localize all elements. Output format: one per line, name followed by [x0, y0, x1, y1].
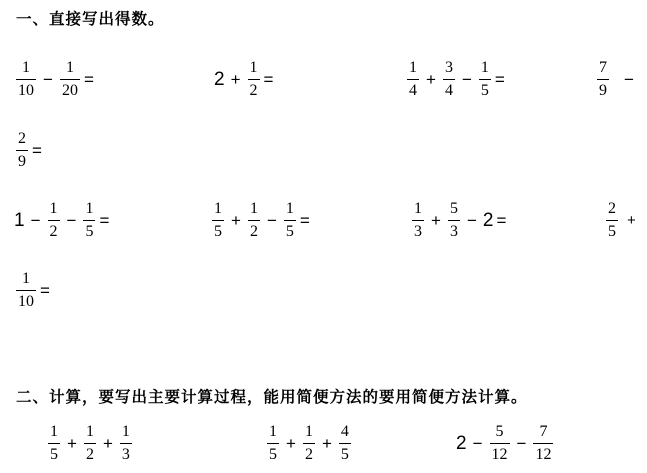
plus-sign: + [321, 433, 332, 453]
denominator: 3 [412, 220, 424, 240]
numerator: 1 [49, 200, 58, 217]
whole-number: 2 [214, 68, 225, 90]
minus-sign: − [461, 69, 472, 89]
denominator: 5 [479, 79, 491, 99]
numerator: 5 [449, 200, 458, 217]
equals-sign: = [83, 69, 94, 89]
plus-sign: + [627, 212, 636, 229]
problem-1 [15, 60, 94, 99]
numerator: 5 [495, 423, 504, 440]
whole-number: 2 [456, 432, 467, 454]
denominator: 2 [248, 79, 260, 99]
fraction [48, 424, 60, 463]
minus-sign: − [66, 210, 77, 230]
numerator: 1 [269, 423, 277, 440]
numerator: 7 [539, 423, 548, 440]
fraction [48, 201, 60, 240]
numerator: 1 [121, 423, 130, 440]
equals-sign: = [494, 69, 505, 89]
fraction [303, 424, 315, 463]
fraction [248, 60, 260, 99]
denominator: 5 [267, 443, 279, 463]
denominator: 5 [339, 443, 351, 463]
numerator: 7 [599, 59, 607, 76]
denominator: 4 [407, 79, 419, 99]
problem-4-part-2 [15, 131, 42, 170]
problem-8-part-2 [15, 271, 50, 310]
minus-sign: − [43, 69, 53, 89]
equals-sign: = [40, 280, 50, 300]
numerator: 4 [340, 423, 349, 440]
denominator: 9 [597, 79, 609, 99]
numerator: 1 [50, 423, 58, 440]
equals-sign: = [496, 210, 507, 230]
numerator: 1 [249, 59, 258, 76]
numerator: 1 [22, 59, 30, 76]
denominator: 3 [120, 443, 132, 463]
section-1-title: 一、直接写出得数。 [16, 10, 165, 28]
fraction [407, 60, 419, 99]
fraction [479, 60, 491, 99]
denominator: 12 [490, 443, 510, 463]
fraction [597, 60, 609, 99]
problem-8-part-1 [605, 201, 642, 240]
equals-sign: = [32, 140, 42, 160]
denominator: 5 [606, 220, 618, 240]
minus-sign: − [30, 210, 41, 230]
fraction [267, 424, 279, 463]
denominator: 5 [284, 220, 296, 240]
fraction [16, 271, 36, 310]
equals-sign: = [263, 69, 274, 89]
fraction [412, 201, 424, 240]
numerator: 1 [414, 200, 422, 217]
fraction [83, 201, 95, 240]
problem-6 [211, 201, 310, 240]
denominator: 2 [48, 220, 60, 240]
fraction [606, 201, 618, 240]
plus-sign: + [426, 69, 436, 89]
numerator: 1 [304, 423, 313, 440]
denominator: 5 [212, 220, 224, 240]
numerator: 1 [85, 423, 94, 440]
plus-sign: + [67, 433, 77, 453]
fraction [284, 201, 296, 240]
denominator: 5 [83, 220, 95, 240]
fraction [84, 424, 96, 463]
denominator: 9 [16, 150, 28, 170]
numerator: 3 [444, 59, 453, 76]
numerator: 2 [18, 130, 26, 147]
denominator: 12 [533, 443, 553, 463]
minus-sign: − [266, 210, 277, 230]
calc-problem-2 [266, 424, 352, 463]
minus-sign: − [516, 433, 527, 453]
equals-sign: = [299, 210, 310, 230]
problem-5 [14, 201, 109, 240]
section-2-title: 二、计算，要写出主要计算过程，能用简便方法的要用简便方法计算。 [16, 388, 528, 406]
numerator: 1 [480, 59, 489, 76]
denominator: 20 [60, 79, 80, 99]
numerator: 1 [285, 200, 294, 217]
problem-4-part-1 [596, 60, 640, 99]
numerator: 1 [214, 200, 222, 217]
denominator: 2 [84, 443, 96, 463]
fraction [443, 60, 455, 99]
denominator: 2 [248, 220, 260, 240]
denominator: 2 [303, 443, 315, 463]
fraction [448, 201, 460, 240]
numerator: 1 [409, 59, 417, 76]
problem-2 [214, 60, 273, 99]
denominator: 10 [16, 290, 36, 310]
fraction [16, 60, 36, 99]
fraction [248, 201, 260, 240]
denominator: 4 [443, 79, 455, 99]
fraction [533, 424, 553, 463]
calc-problem-3 [456, 424, 554, 463]
fraction [16, 131, 28, 170]
equals-sign: = [99, 210, 110, 230]
numerator: 1 [249, 200, 258, 217]
calc-problem-1 [47, 424, 133, 463]
numerator: 1 [65, 59, 74, 76]
denominator: 10 [16, 79, 36, 99]
fraction [490, 424, 510, 463]
whole-number: 1 [14, 209, 25, 231]
fraction [60, 60, 80, 99]
whole-number: 2 [482, 209, 494, 231]
problem-7 [411, 201, 506, 240]
fraction [212, 201, 224, 240]
plus-sign: + [102, 433, 113, 453]
numerator: 2 [608, 200, 616, 217]
plus-sign: + [431, 210, 441, 230]
fraction [339, 424, 351, 463]
numerator: 1 [22, 270, 30, 287]
minus-sign: − [466, 210, 477, 230]
problem-3 [406, 60, 505, 99]
fraction [120, 424, 132, 463]
denominator: 5 [48, 443, 60, 463]
minus-sign: − [624, 69, 634, 89]
plus-sign: + [286, 433, 296, 453]
numerator: 1 [85, 200, 94, 217]
plus-sign: + [230, 69, 241, 89]
denominator: 3 [448, 220, 460, 240]
minus-sign: − [472, 433, 483, 453]
plus-sign: + [231, 210, 241, 230]
